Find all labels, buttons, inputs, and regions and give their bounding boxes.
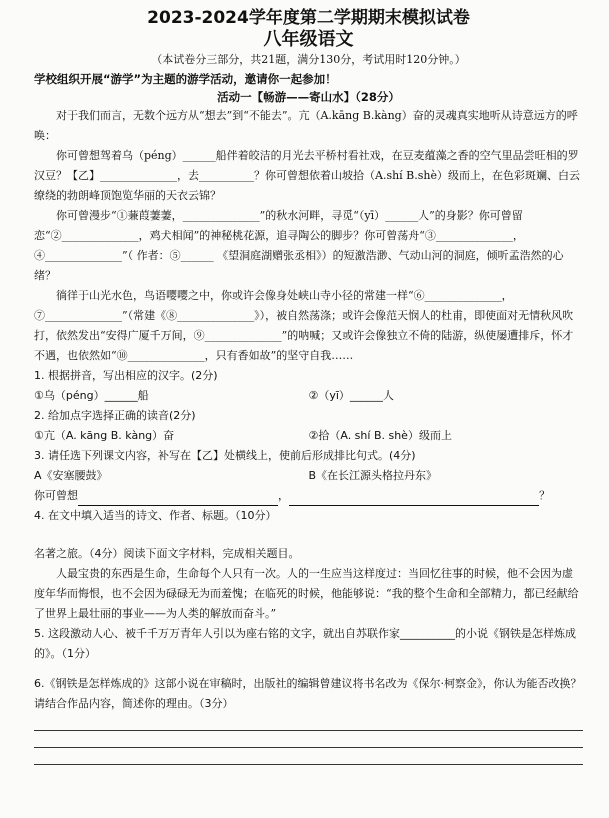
novel-passage: 人最宝贵的东西是生命，生命每个人只有一次。人的一生应当这样度过：当回忆往事的时候，他不会因为虚度年华而悔恨，也不会因为碌碌无为而羞愧；在临死的时候，他能够说：“我的整个生命和全部精力，都已经献给了世界上最壮丽的事业——为人类的解放而奋斗。” [34,567,579,620]
passage-para-4: 徜徉于山光水色，鸟语嘤嘤之中，你或许会像身处峡山寺小径的常建一样“⑥______________，⑦______________”（常建《⑧______________》），被自然荡涤；或许会像范天悯人的杜甫，即使面对无情秋风吹打，依然发出“安得广厦千万间，⑨______________”的呐喊；又或许会像独立不倚的陆游，纵使屡遭排斥，怀才不遇，也依然如“⑩______________，只有香如故”的坚守自我…… [34,289,574,362]
question-1-options [34,386,583,406]
question-2: 2. 给加点字选择正确的读音(2分) [34,409,196,422]
question-2-part-b: ②拾（A. shí B. shè）级而上 [308,429,452,442]
answer-line[interactable] [34,714,583,731]
question-3-options [34,466,583,486]
exam-note: （本试卷分三部分，共21题，满分130分，考试用时120分钟。） [151,53,466,66]
activity1-title: 活动一【畅游——寄山水】（28分） [217,90,400,104]
answer-blank[interactable] [289,491,539,506]
exam-title: 2023-2024学年度第二学期期末模拟试卷 [147,8,470,28]
question-6: 6.《钢铁是怎样炼成的》这部小说在审稿时，出版社的编辑曾建议将书名改为《保尔·柯察金》，你认为能否改换？请结合作品内容，简述你的理由。（3分） [34,677,582,710]
activity-intro: 学校组织开展“游学”为主题的游学活动，邀请你一起参加！ [34,72,337,86]
question-1: 1. 根据拼音，写出相应的汉字。(2分) [34,369,218,382]
question-2-part-a: ①亢（A. kāng B. kàng）奋 [34,429,175,442]
question-2-options [34,426,583,446]
passage-para-2: 你可曾想驾着乌（péng）______船伴着皎洁的月光去平桥村看社戏，在豆麦蕴藻之香的空气里品尝旺相的罗汉豆？【乙】______________，去__________？你可曾想依着山坡拾（A.shí B.shè）级而上，在色彩斑斓、白云缭绕的勃朗峰顶饱览华丽的天衣云锦？ [34,149,581,202]
question-3: 3. 请任选下列课文内容，补写在【乙】处横线上，使前后形成排比句式。(4分) [34,449,416,462]
question-3-option-b: B《在长江源头格拉丹东》 [308,469,438,482]
exam-subtitle: 八年级语文 [263,29,354,50]
question-1-part-b: ②（yī）______人 [308,389,394,402]
question-5: 5. 这段激动人心、被千千万万青年人引以为座右铭的文字，就出自苏联作家__________的小说《钢铁是怎样炼成的》。（1分） [34,627,576,660]
section2-heading: 名著之旅。（4分）阅读下面文字材料，完成相关题目。 [34,547,300,560]
passage-para-1: 对于我们而言，无数个远方从“想去”到“不能去”。亢（A.kāng B.kàng）奋的灵魂真实地听从诗意远方的呼唤： [34,109,578,142]
answer-blank[interactable] [78,491,278,506]
answer-line[interactable] [34,731,583,748]
question-3-option-a: A《安塞腰鼓》 [34,469,108,482]
question-4: 4. 在文中填入适当的诗文、作者、标题。（10分） [34,509,277,522]
passage-para-3: 你可曾漫步“①蒹葭萋萋，______________”的秋水河畔，寻觅“（yī）______人”的身影？你可曾留恋“②______________，鸡犬相闻”的神秘桃花源，追寻陶公的脚步？你可曾荡舟“③______________，④______________”（ 作者：⑤______ 《望洞庭湖赠张丞相》）的短激浩渺、气动山河的洞庭，倾听孟浩然的心绪？ [34,209,564,282]
question-1-part-a: ①乌（péng）______船 [34,389,149,402]
answer-line[interactable] [34,748,583,765]
question-3-answer-line[interactable]: 你可曾想 ， ？ [34,486,583,506]
